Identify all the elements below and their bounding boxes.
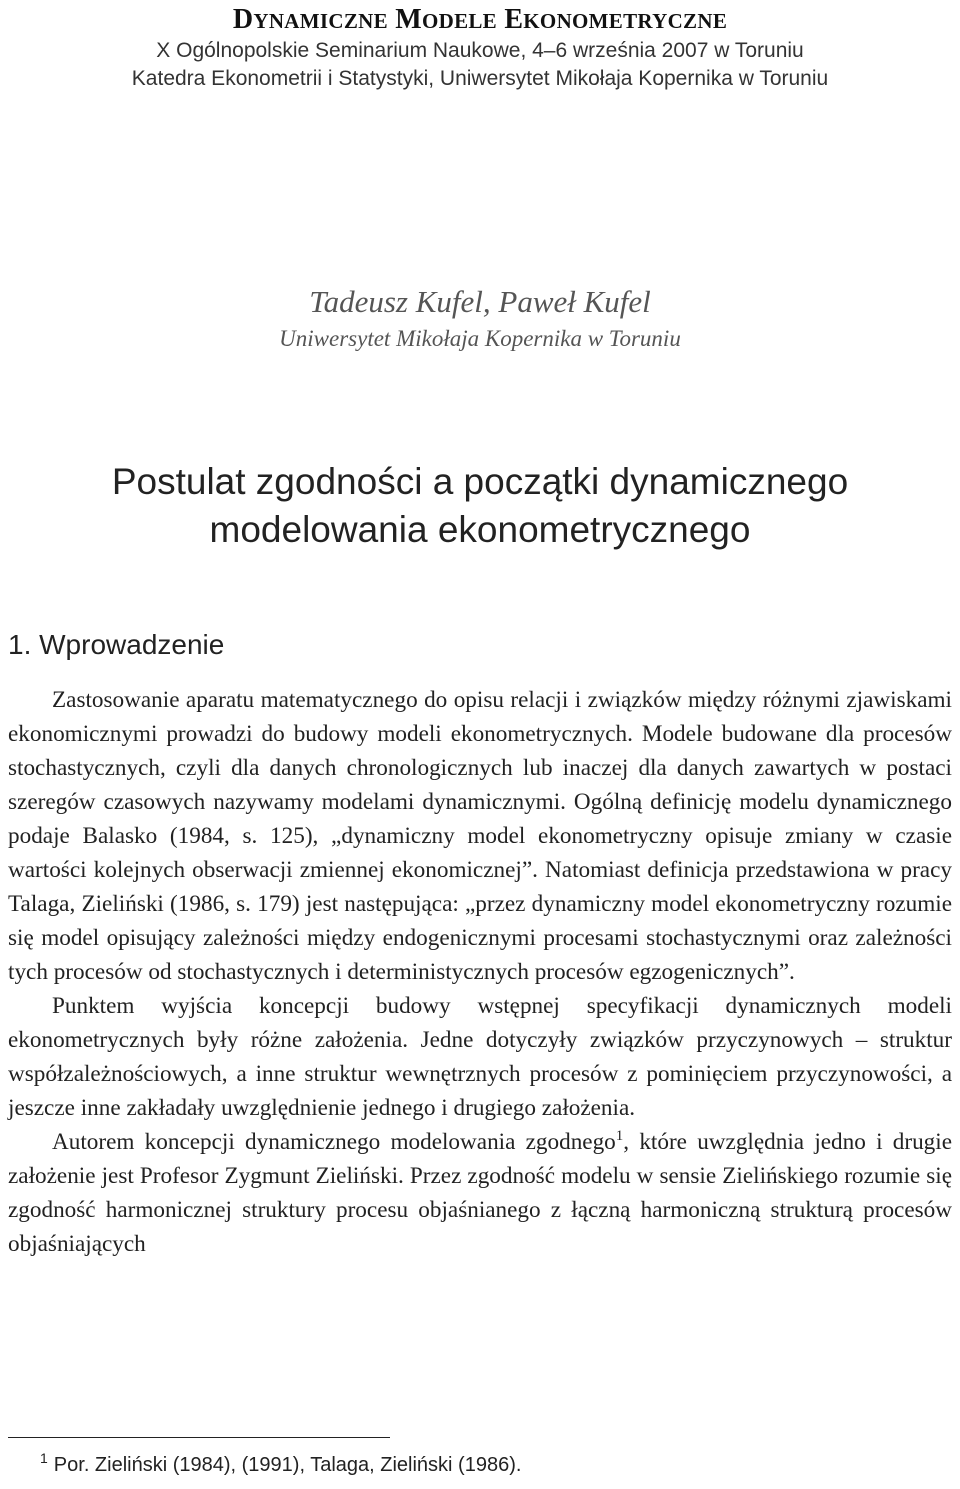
author-affiliation: Uniwersytet Mikołaja Kopernika w Toruniu <box>279 326 681 351</box>
journal-title-initial: M <box>395 4 422 35</box>
paragraph: Punktem wyjścia koncepcji budowy wstępnej specyfikacji dynamicznych modeli ekonometrycznych były różne założenia. Jedne dotyczyły związków przyczynowych – struktur współzależnościowych, a inne struktur wewnętrznych procesów z pominięciem przyczynowości, a jeszcze inne zakładały uwzględnienie jednego i drugiego założenia. <box>8 993 952 1121</box>
paragraph-text: , które uwzględnia jedno i drugie założenie jest Profesor Zygmunt Zieliński. Przez zgodność modelu w sensie Zielińskiego rozumie się zgodność harmonicznej struktury procesu objaśnianego z łączną harmoniczną strukturą procesów objaśniających <box>8 1129 952 1257</box>
journal-title-initial: E <box>504 4 524 35</box>
journal-header <box>0 4 960 93</box>
paragraph: Zastosowanie aparatu matematycznego do opisu relacji i związków między różnymi zjawiskami ekonomicznymi prowadzi do budowy modeli ekonometrycznych. Modele budowane dla procesów stochastycznych, czyli dla danych chronologicznych lub inaczej dla danych zawartych w postaci szeregów czasowych nazywamy modelami dynamicznymi. Ogólną definicję modelu dynamicznego podaje Balasko (1984, s. 125), „dynamiczny model ekonometryczny opisuje zmiany w czasie wartości kolejnych obserwacji zmiennej ekonomicznej”. Natomiast definicja przedstawiona w pracy Talaga, Zieliński (1986, s. 179) jest następująca: „przez dynamiczny model ekonometryczny rozumie się model opisujący zależności między endogenicznymi procesami stochastycznymi oraz zależności tych procesów od stochastycznych i deterministycznych procesów egzogenicznych”. <box>8 687 952 985</box>
paper-title-line: Postulat zgodności a początki dynamicznego <box>111 461 849 502</box>
paragraph <box>8 1125 952 1261</box>
paper-title-line: modelowania ekonometrycznego <box>209 509 751 550</box>
body-text <box>8 683 952 1261</box>
paragraph-text: Autorem koncepcji dynamicznego modelowania zgodnego <box>52 1129 616 1155</box>
department-line: Katedra Ekonometrii i Statystyki, Uniwersytet Mikołaja Kopernika w Toruniu <box>131 67 829 90</box>
journal-title-word: ODELE <box>421 9 497 33</box>
footnote-text: Por. Zieliński (1984), (1991), Talaga, Zieliński (1986). <box>53 1454 522 1476</box>
authors-block <box>0 282 960 354</box>
journal-title <box>0 4 960 37</box>
journal-title-word: KONOMETRYCZNE <box>523 9 728 33</box>
footnote-separator <box>8 1437 390 1438</box>
seminar-line: X Ogólnopolskie Seminarium Naukowe, 4–6 września 2007 w Toruniu <box>156 39 804 62</box>
footnote-mark: 1 <box>40 1450 48 1466</box>
footnote-reference[interactable]: 1 <box>615 1128 624 1144</box>
paper-title <box>0 458 960 554</box>
journal-title-word: YNAMICZNE <box>253 9 388 33</box>
author-names: Tadeusz Kufel, Paweł Kufel <box>309 284 651 319</box>
journal-title-initial: D <box>232 4 254 35</box>
footnote <box>40 1452 521 1478</box>
section-heading: 1. Wprowadzenie <box>8 629 225 660</box>
